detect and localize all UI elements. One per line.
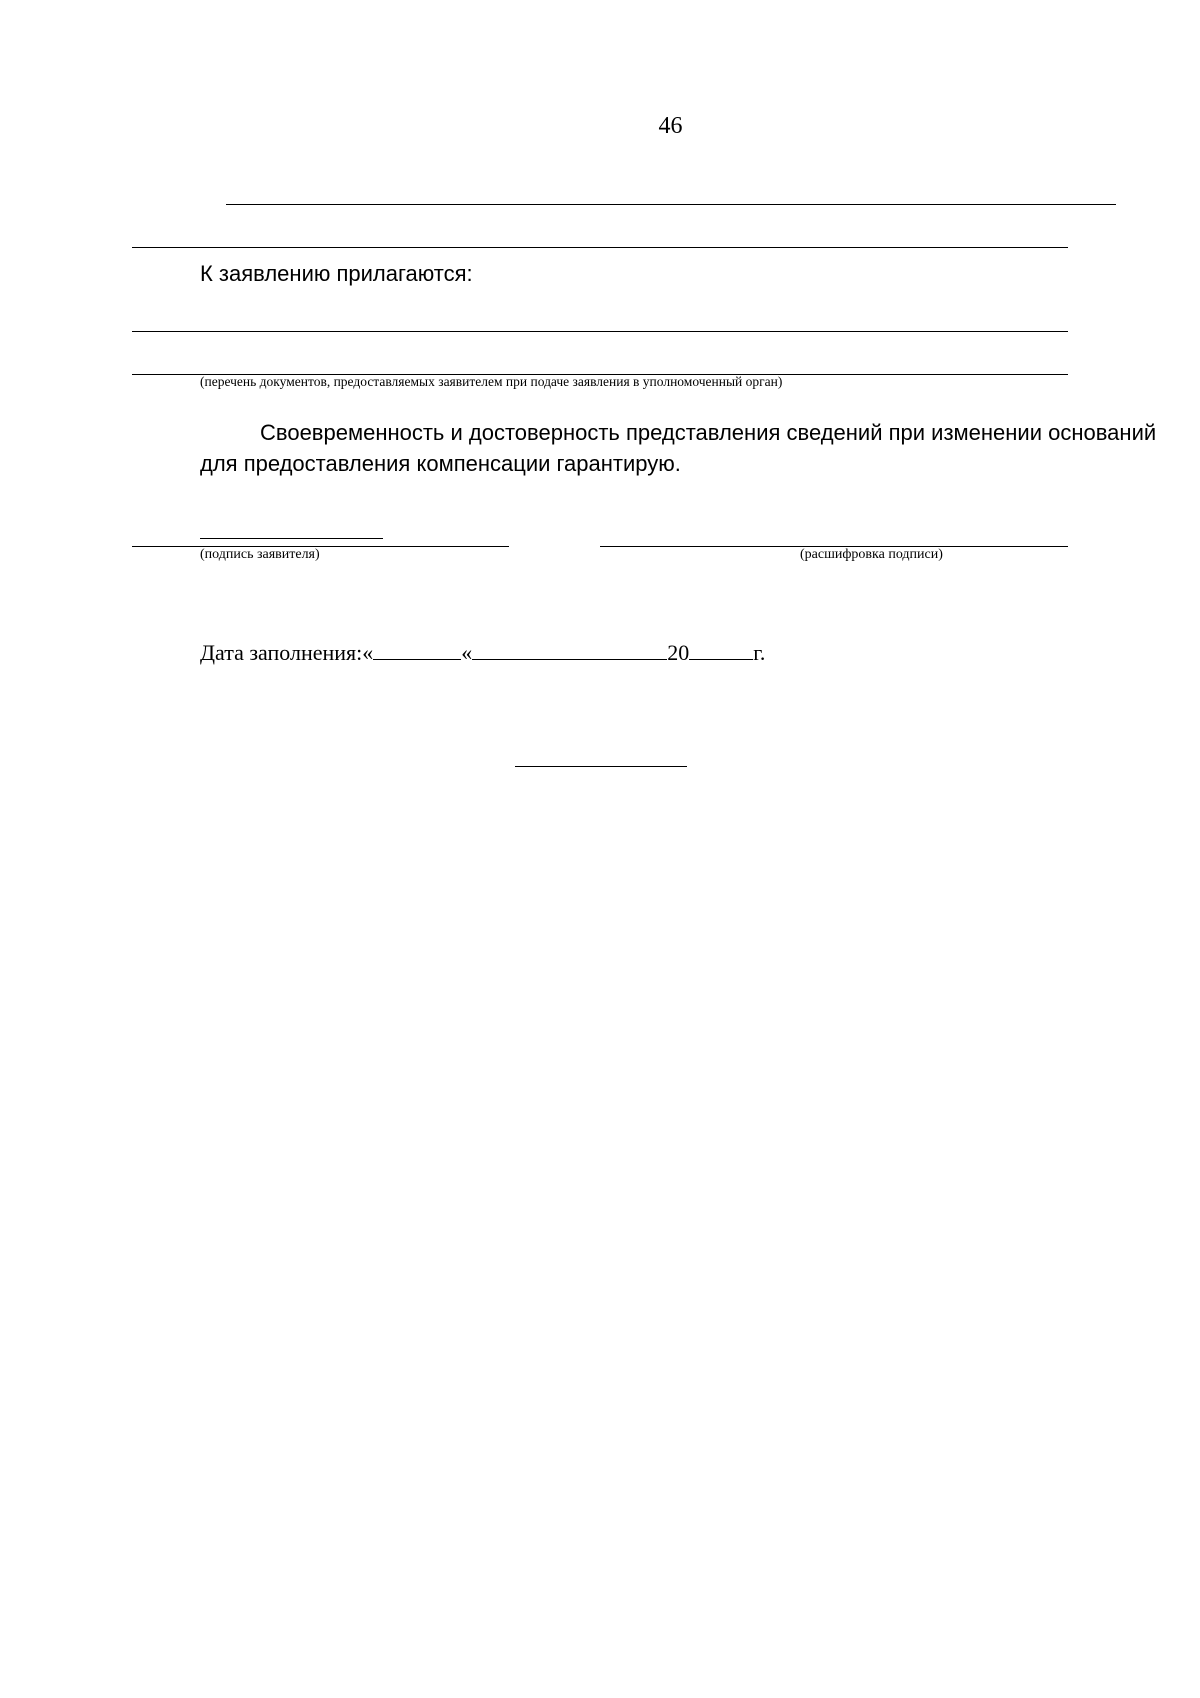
- signature-decode-caption: (расшифровка подписи): [800, 547, 943, 562]
- guarantee-paragraph: [200, 417, 1160, 479]
- closing-separator-line: [515, 766, 687, 767]
- year-blank[interactable]: [689, 639, 753, 660]
- date-month-quote: «: [461, 640, 473, 665]
- date-fill-row: [200, 639, 765, 666]
- signature-line[interactable]: [132, 546, 509, 547]
- date-fill-label: Дата заполнения:: [200, 640, 363, 665]
- date-century: 20: [667, 640, 690, 665]
- signature-caption: (подпись заявителя): [200, 547, 320, 562]
- attachments-line-1[interactable]: [132, 331, 1068, 332]
- page-number: 46: [658, 113, 683, 139]
- date-year-suffix: г.: [753, 640, 766, 665]
- signature-short-line: [200, 538, 383, 539]
- day-blank[interactable]: [373, 639, 461, 660]
- blank-line-top-2: [132, 247, 1068, 248]
- attachments-caption: (перечень документов, предоставляемых заявителем при подаче заявления в уполномоченный орган): [200, 374, 783, 389]
- date-open-quote: «: [362, 640, 374, 665]
- blank-line-top-1: [226, 204, 1116, 205]
- month-blank[interactable]: [472, 639, 667, 660]
- guarantee-text: Своевременность и достоверность представления сведений при изменении оснований для предоставления компенсации гарантирую.: [200, 420, 1157, 476]
- attachments-label: К заявлению прилагаются:: [200, 261, 473, 286]
